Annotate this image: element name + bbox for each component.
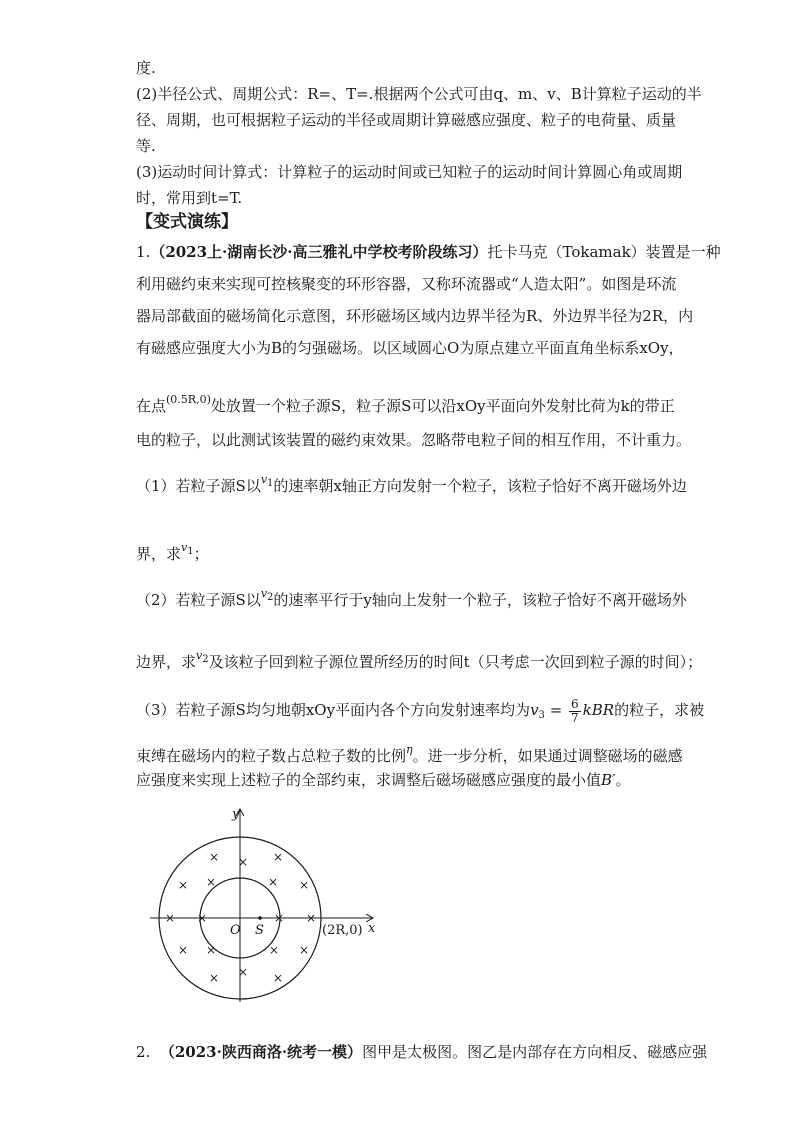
source-label: S bbox=[255, 923, 264, 938]
problem-1-line bbox=[136, 390, 675, 416]
eta-symbol: η bbox=[406, 743, 413, 756]
x-axis-label: x bbox=[368, 921, 376, 936]
field-mark-x: × bbox=[273, 971, 284, 985]
problem-text: 。进一步分析，如果通过调整磁场的磁感 bbox=[412, 747, 683, 765]
field-mark-x: × bbox=[165, 911, 176, 925]
field-mark-x: × bbox=[299, 878, 310, 892]
field-mark-x: × bbox=[269, 943, 280, 957]
problem-source: （2023·陕西商洛·统考一模） bbox=[159, 1043, 363, 1061]
field-mark-x: × bbox=[206, 943, 217, 957]
problem-text: 及该粒子回到粒子源位置所经历的时间t（只考虑一次回到粒子源的时间）； bbox=[208, 653, 703, 671]
question-3 bbox=[136, 740, 683, 766]
problem-text: （2）若粒子源S以 bbox=[136, 591, 261, 609]
problem-2-line bbox=[136, 1042, 707, 1062]
field-mark-x: × bbox=[178, 878, 189, 892]
point-label: (2R,0) bbox=[322, 923, 363, 938]
magnetic-field-diagram bbox=[150, 800, 390, 1012]
problem-text: 界，求 bbox=[136, 545, 182, 563]
fraction: $\frac{6}{7}$ bbox=[571, 696, 579, 725]
field-mark-x: × bbox=[299, 943, 310, 957]
problem-1-line bbox=[136, 242, 721, 262]
section-heading: 【变式演练】 bbox=[136, 212, 238, 232]
problem-text: 应强度来实现上述粒子的全部约束，求调整后磁场磁感应强度的最小值 bbox=[136, 771, 602, 789]
y-axis-label: y bbox=[232, 807, 240, 822]
text-line: 径、周期，也可根据粒子运动的半径或周期计算磁感应强度、粒子的电荷量、质量 bbox=[136, 111, 677, 129]
question-3 bbox=[136, 770, 630, 790]
field-mark-x: × bbox=[197, 911, 208, 925]
field-mark-x: × bbox=[268, 875, 279, 889]
field-mark-x: × bbox=[274, 911, 285, 925]
question-2 bbox=[136, 646, 702, 672]
v1-symbol: v1 bbox=[181, 541, 194, 557]
field-mark-x: × bbox=[178, 943, 189, 957]
problem-text: 的速率平行于y轴向上发射一个粒子，该粒子恰好不离开磁场外 bbox=[273, 591, 687, 609]
b-prime-symbol: B′ bbox=[601, 771, 616, 789]
problem-text: 处放置一个粒子源S，粒子源S可以沿xOy平面向外发射比荷为k的带正 bbox=[210, 397, 675, 415]
field-mark-x: × bbox=[306, 911, 317, 925]
problem-text: 。 bbox=[615, 771, 631, 789]
text-line: 等. bbox=[136, 137, 156, 155]
field-mark-x: × bbox=[238, 965, 249, 979]
question-2 bbox=[136, 584, 687, 610]
problem-number: 1. bbox=[136, 243, 151, 261]
v1-symbol: v1 bbox=[260, 473, 274, 489]
v3-subscript: 3 bbox=[538, 710, 545, 721]
problem-1-line: 器局部截面的磁场简化示意图，环形磁场区域内边界半径为R、外边界半径为2R，内 bbox=[136, 307, 694, 325]
field-mark-x: × bbox=[273, 850, 284, 864]
problem-text: （3）若粒子源S均匀地朝xOy平面内各个方向发射速率均为 bbox=[136, 701, 531, 719]
problem-number: 2. bbox=[136, 1043, 151, 1061]
equals-sign: = bbox=[544, 701, 568, 719]
problem-text: 的粒子，求被 bbox=[614, 701, 705, 719]
v2-symbol: v2 bbox=[196, 649, 209, 665]
problem-1-line: 有磁感应强度大小为B的匀强磁场。以区域圆心O为原点建立平面直角坐标系xOy， bbox=[136, 339, 684, 357]
problem-1-line: 电的粒子，以此测试该装置的磁约束效果。忽略带电粒子间的相互作用，不计重力。 bbox=[136, 431, 692, 449]
text-line: (2)半径公式、周期公式：R=、T=.根据两个公式可由q、m、v、B计算粒子运动的半 bbox=[136, 85, 702, 103]
text-line: (3)运动时间计算式：计算粒子的运动时间或已知粒子的运动时间计算圆心角或周期 bbox=[136, 163, 683, 181]
kbr-symbol: kBR bbox=[582, 701, 615, 719]
v2-symbol: v2 bbox=[260, 587, 274, 603]
v3-symbol: v bbox=[530, 701, 539, 719]
field-mark-x: × bbox=[238, 855, 249, 869]
problem-text: 托卡马克（Tokamak）装置是一种 bbox=[487, 243, 721, 261]
problem-text: （1）若粒子源S以 bbox=[136, 477, 261, 495]
problem-text: 在点 bbox=[136, 397, 167, 415]
field-mark-x: × bbox=[206, 875, 217, 889]
problem-text: 边界，求 bbox=[136, 653, 197, 671]
problem-source: （2023上·湖南长沙·高三雅礼中学校考阶段练习） bbox=[150, 243, 488, 261]
problem-text: 束缚在磁场内的粒子数占总粒子数的比例 bbox=[136, 747, 407, 765]
point-coordinate: (0.5R,0) bbox=[166, 393, 211, 406]
field-mark-x: × bbox=[209, 850, 220, 864]
problem-text: ； bbox=[193, 545, 209, 563]
problem-text: 的速率朝x轴正方向发射一个粒子，该粒子恰好不离开磁场外边 bbox=[273, 477, 687, 495]
text-line: 时，常用到t=T. bbox=[136, 189, 243, 207]
problem-text: 图甲是太极图。图乙是内部存在方向相反、磁感应强 bbox=[362, 1043, 708, 1061]
question-1 bbox=[136, 538, 209, 564]
field-mark-x: × bbox=[209, 971, 220, 985]
question-1 bbox=[136, 470, 687, 496]
question-3 bbox=[136, 696, 704, 730]
particle-source-dot bbox=[258, 916, 262, 920]
problem-1-line: 利用磁约束来实现可控核聚变的环形容器，又称环流器或“人造太阳”。如图是环流 bbox=[136, 275, 677, 293]
origin-label: O bbox=[230, 923, 241, 938]
text-line: 度. bbox=[136, 59, 156, 77]
